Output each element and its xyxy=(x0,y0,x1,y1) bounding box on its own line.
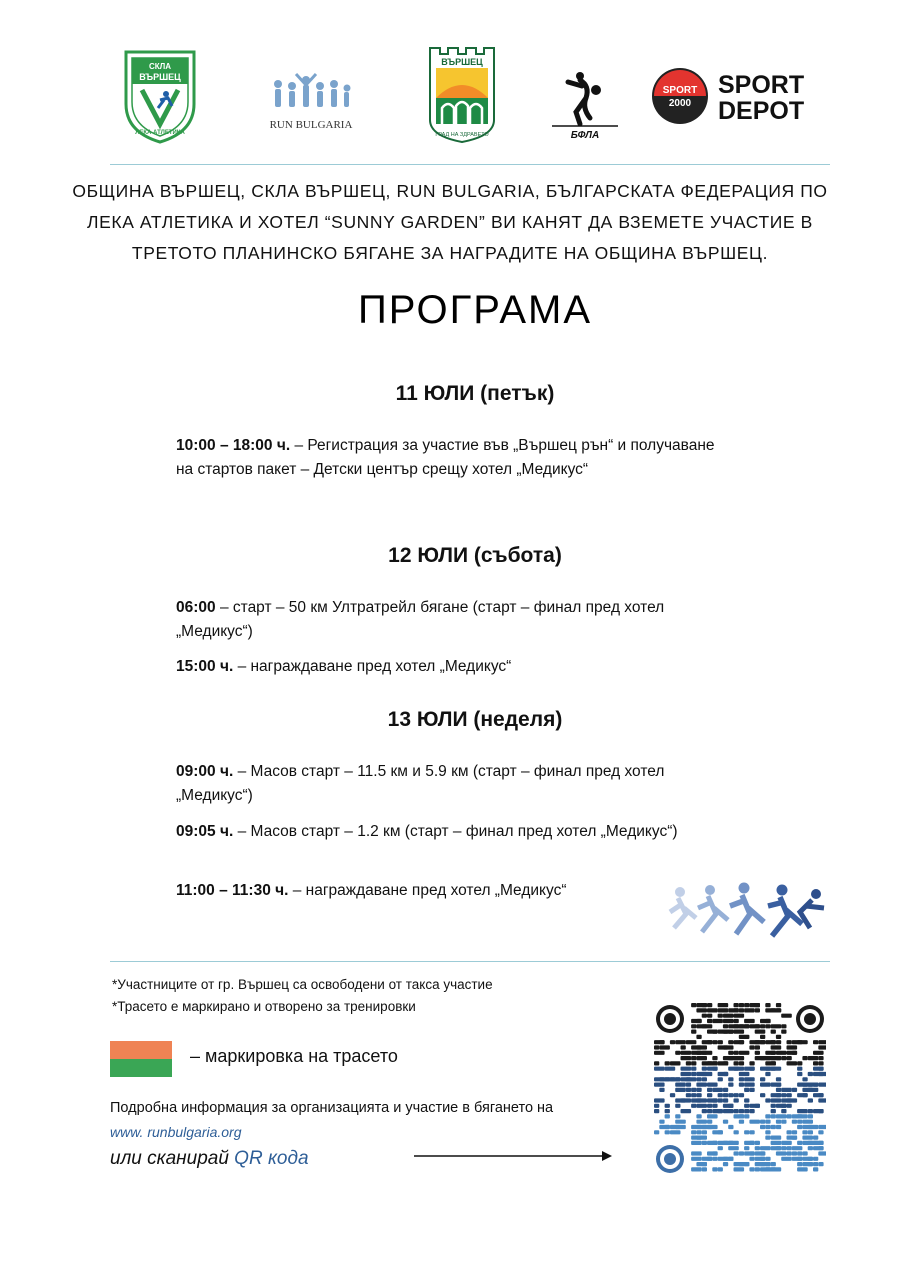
schedule-time: 15:00 ч. xyxy=(176,658,234,675)
schedule-time: 06:00 xyxy=(176,599,216,616)
sport2000-badge-bottom: 2000 xyxy=(668,98,692,109)
runners-illustration xyxy=(660,878,828,948)
note-route: *Трасето е маркирано и отворено за тренировки xyxy=(112,999,416,1014)
sport2000-badge-top: SPORT xyxy=(662,85,698,96)
schedule-text: – Масов старт – 11.5 км и 5.9 км (старт – финал пред хотел „Медикус“) xyxy=(176,763,665,804)
scan-qr-label: QR кода xyxy=(234,1148,309,1169)
schedule-text: – старт – 50 км Ултратрейл бягане (старт – финал пред хотел „Медикус“) xyxy=(176,599,665,640)
schedule-text: – награждаване пред хотел „Медикус“ xyxy=(288,882,567,899)
route-marking-swatch xyxy=(110,1041,172,1077)
day-heading-12: 12 ЮЛИ (събота) xyxy=(388,544,562,567)
bfla-text: БФЛА xyxy=(570,130,600,141)
schedule-text: – награждаване пред хотел „Медикус“ xyxy=(233,658,512,675)
skla-varshets-logo xyxy=(122,48,198,144)
bottom-divider xyxy=(110,961,830,962)
schedule-item xyxy=(176,655,716,679)
schedule-text: – Регистрация за участие във „Вършец рън“ и получаване на стартов пакет – Детски център срещу хотел „Медикус“ xyxy=(176,437,715,478)
schedule-time: 11:00 – 11:30 ч. xyxy=(176,882,289,899)
schedule-item xyxy=(176,434,716,482)
bfla-logo xyxy=(546,68,624,142)
marking-orange-stripe xyxy=(110,1041,172,1059)
schedule-time: 09:05 ч. xyxy=(176,823,234,840)
varshets-motto-text: ГРАД НА ЗДРАВЕТО xyxy=(435,132,489,138)
scan-qr-text xyxy=(110,1148,309,1170)
day-heading-13: 13 ЮЛИ (неделя) xyxy=(387,708,563,731)
website-link[interactable]: www. runbulgaria.org xyxy=(110,1124,242,1140)
qr-finder-tl xyxy=(656,1005,684,1033)
sport-depot-line1: SPORT xyxy=(718,71,805,99)
qr-finder-tr xyxy=(796,1005,824,1033)
schedule-item xyxy=(176,879,716,903)
marking-green-stripe xyxy=(110,1059,172,1077)
page-title: ПРОГРАМА xyxy=(357,288,592,332)
schedule-text: – Масов старт – 1.2 км (старт – финал пред хотел „Медикус“) xyxy=(233,823,678,840)
qr-finder-bl xyxy=(656,1145,684,1173)
invitation-text: ОБЩИНА ВЪРШЕЦ, СКЛА ВЪРШЕЦ, RUN BULGARIA, БЪЛГАРСКАТА ФЕДЕРАЦИЯ ПО ЛЕКА АТЛЕТИКА И ХОТЕЛ “SUNNY GARDEN” ВИ КАНЯТ ДА ВЗЕМЕТЕ УЧАСТИЕ В ТРЕТОТО ПЛАНИНСКО БЯГАНЕ ЗА НАГРАДИТЕ НА ОБЩИНА ВЪРШЕЦ. xyxy=(72,181,828,263)
top-divider xyxy=(110,164,830,165)
arrow-icon xyxy=(414,1148,614,1164)
note-participants: *Участниците от гр. Вършец са освободени от такса участие xyxy=(112,977,493,992)
schedule-time: 10:00 – 18:00 ч. xyxy=(176,437,291,454)
marking-legend: – маркировка на трасето xyxy=(190,1046,398,1066)
schedule-time: 09:00 ч. xyxy=(176,763,234,780)
sport-depot-logo xyxy=(650,66,822,126)
schedule-item xyxy=(176,820,716,844)
skla-top-text: СКЛА xyxy=(148,62,172,71)
day-heading-11: 11 ЮЛИ (петък) xyxy=(395,382,555,405)
qr-code[interactable] xyxy=(654,1003,826,1175)
skla-name-text: ВЪРШЕЦ xyxy=(139,72,181,82)
sport-depot-line2: DEPOT xyxy=(718,97,805,125)
varshets-name-text: ВЪРШЕЦ xyxy=(441,57,483,67)
run-bulgaria-logo xyxy=(264,68,358,134)
schedule-item xyxy=(176,760,716,808)
skla-bottom-text: ЛЕКА АТЛЕТИКА xyxy=(135,130,185,136)
schedule-item xyxy=(176,596,716,644)
info-text: Подробна информация за организацията и участие в бягането на xyxy=(110,1100,554,1116)
scan-prefix: или сканирай xyxy=(110,1148,235,1169)
varshets-coat-of-arms xyxy=(426,44,498,144)
logo-row xyxy=(0,38,900,148)
run-bulgaria-text: RUN BULGARIA xyxy=(269,119,353,131)
